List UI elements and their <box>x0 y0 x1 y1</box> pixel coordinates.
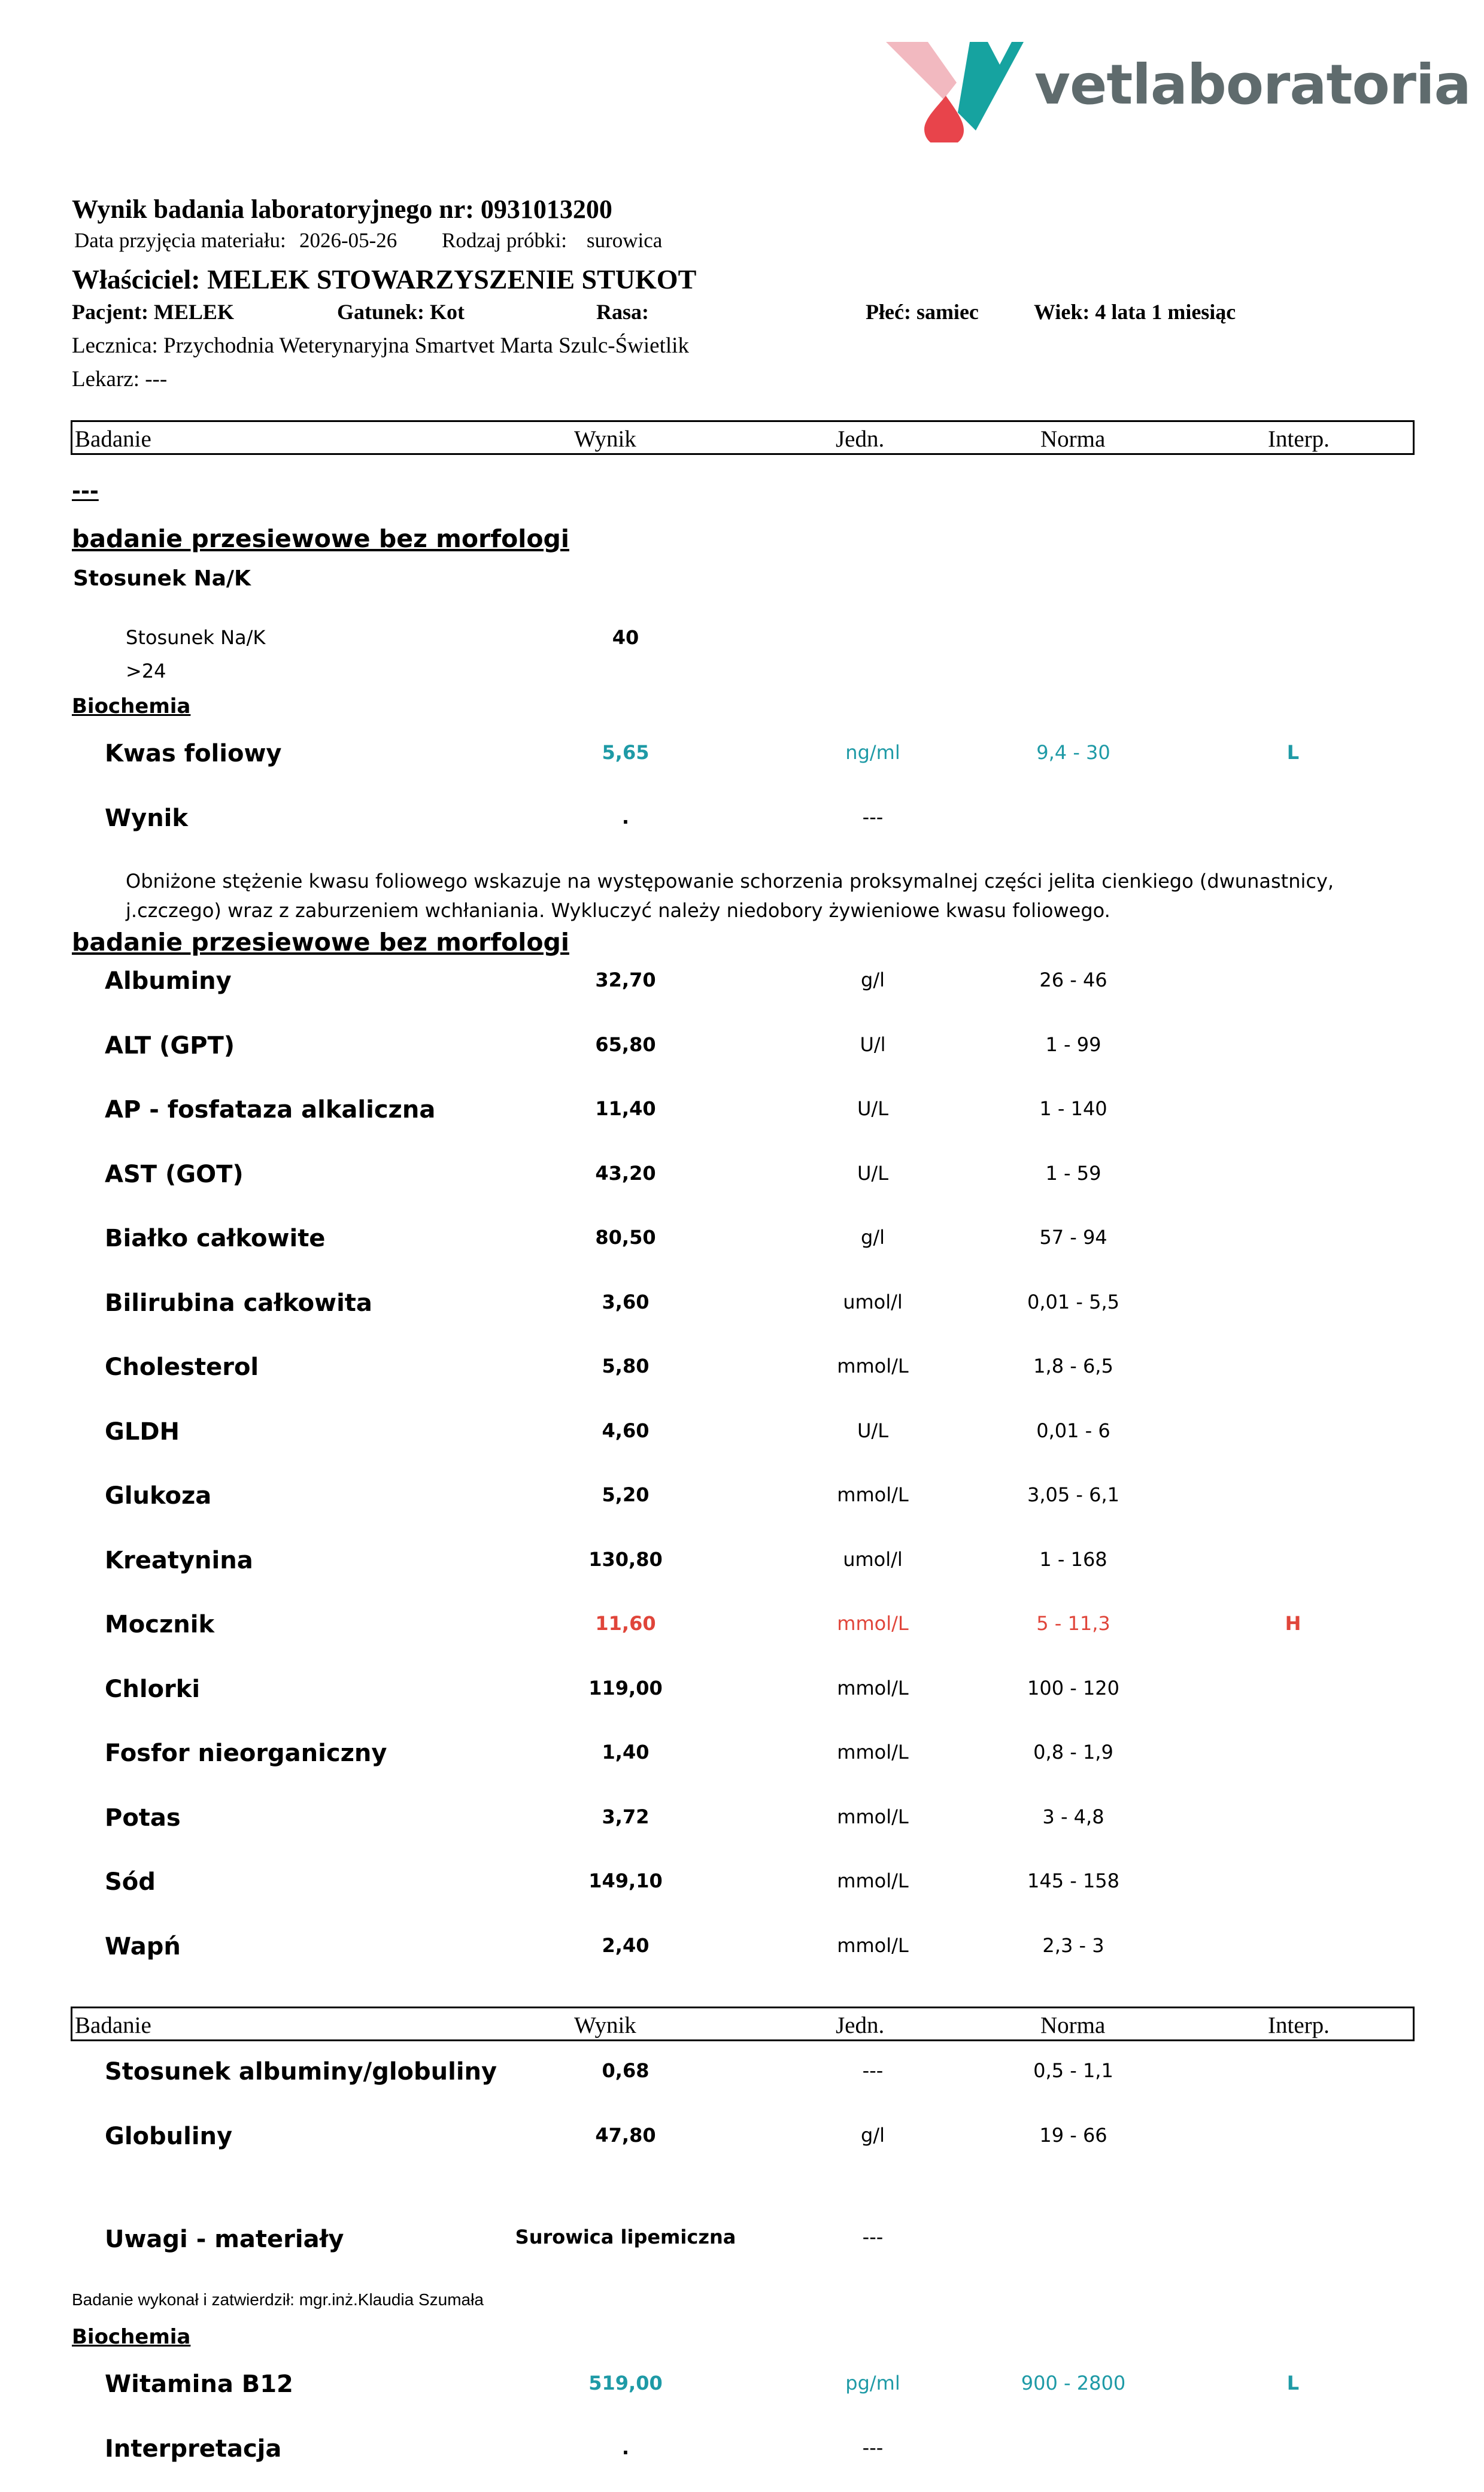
test-value: 65,80 <box>595 1033 656 1056</box>
report-title: Wynik badania laboratoryjnego nr: 0931013200 <box>72 195 612 224</box>
test-norm: 3,05 - 6,1 <box>1027 1483 1120 1506</box>
column-interp: Interp. <box>1268 426 1330 452</box>
owner: Właściciel: MELEK STOWARZYSZENIE STUKOT <box>72 264 697 295</box>
test-value: . <box>621 2436 630 2459</box>
test-norm: 26 - 46 <box>1039 969 1107 991</box>
test-name: Globuliny <box>105 2123 233 2150</box>
test-unit: ng/ml <box>845 741 900 764</box>
test-name: GLDH <box>105 1418 180 1446</box>
test-name: AST (GOT) <box>105 1160 244 1188</box>
test-norm: 145 - 158 <box>1027 1869 1120 1892</box>
test-name: Fosfor nieorganiczny <box>105 1740 387 1767</box>
column-test: Badanie <box>75 426 151 452</box>
test-value: 47,80 <box>595 2124 656 2147</box>
test-norm: 0,01 - 5,5 <box>1027 1290 1120 1313</box>
test-name: Witamina B12 <box>105 2370 293 2398</box>
na-k-value: 40 <box>612 626 639 649</box>
test-norm: 900 - 2800 <box>1021 2372 1126 2394</box>
test-norm: 1 - 140 <box>1039 1097 1107 1120</box>
age: Wiek: 4 lata 1 miesiąc <box>1034 300 1236 324</box>
test-unit: mmol/L <box>837 1741 909 1763</box>
test-name: Glukoza <box>105 1482 212 1510</box>
column-interp: Interp. <box>1268 2013 1330 2038</box>
test-norm: 0,5 - 1,1 <box>1033 2059 1113 2082</box>
test-name: Mocznik <box>105 1611 215 1638</box>
test-norm: 1,8 - 6,5 <box>1033 1355 1113 1377</box>
test-value: 4,60 <box>602 1419 650 1442</box>
test-norm: 19 - 66 <box>1039 2124 1107 2147</box>
breed: Rasa: <box>596 300 649 324</box>
test-value: 11,60 <box>595 1612 656 1635</box>
test-value: 519,00 <box>588 2372 663 2394</box>
test-value: . <box>621 806 630 828</box>
top-marker: --- <box>72 479 99 503</box>
test-name: ALT (GPT) <box>105 1031 235 1060</box>
test-unit: U/L <box>857 1097 889 1120</box>
test-value: 3,72 <box>602 1805 650 1828</box>
notes-unit: --- <box>862 2226 884 2248</box>
notes-value: Surowica lipemiczna <box>515 2226 736 2248</box>
sample-label: Rodzaj próbki: <box>442 229 567 252</box>
test-value: 130,80 <box>588 1547 663 1571</box>
logo-text: vetlaboratoria <box>1034 53 1471 117</box>
receipt-date: 2026-05-26 <box>299 229 397 252</box>
receipt-label: Data przyjęcia materiału: <box>74 229 286 252</box>
test-unit: --- <box>862 806 884 828</box>
test-unit: g/l <box>861 2124 885 2147</box>
test-name: Cholesterol <box>105 1353 259 1381</box>
logo-mark-icon <box>886 41 1036 142</box>
test-value: 43,20 <box>595 1161 656 1185</box>
test-unit: U/L <box>857 1161 889 1185</box>
species: Gatunek: Kot <box>337 300 465 324</box>
test-norm: 5 - 11,3 <box>1036 1612 1110 1635</box>
sex: Płeć: samiec <box>866 300 979 324</box>
test-norm: 3 - 4,8 <box>1042 1805 1104 1828</box>
doctor: Lekarz: --- <box>72 367 168 391</box>
test-value: 11,40 <box>595 1097 656 1120</box>
vetlaboratoria-logo <box>886 41 1471 142</box>
test-norm: 1 - 99 <box>1045 1033 1101 1056</box>
test-name: Potas <box>105 1804 181 1832</box>
test-unit: --- <box>862 2436 884 2459</box>
test-norm: 1 - 59 <box>1045 1161 1101 1185</box>
test-name: Sód <box>105 1868 156 1896</box>
test-value: 119,00 <box>588 1676 663 1699</box>
test-name: Bilirubina całkowita <box>105 1289 372 1317</box>
test-name: Chlorki <box>105 1675 201 1703</box>
test-unit: pg/ml <box>845 2372 900 2394</box>
test-unit: U/l <box>860 1033 886 1056</box>
column-result: Wynik <box>574 2013 636 2038</box>
test-norm: 0,8 - 1,9 <box>1033 1741 1113 1763</box>
subgroup-title: Stosunek Na/K <box>73 566 251 591</box>
test-name: Kwas foliowy <box>105 740 282 767</box>
test-norm: 2,3 - 3 <box>1042 1933 1104 1957</box>
notes-label: Uwagi - materiały <box>105 2226 344 2253</box>
test-value: 32,70 <box>595 969 656 991</box>
test-flag: L <box>1286 741 1300 764</box>
test-norm: 9,4 - 30 <box>1036 741 1110 764</box>
biochem-title: Biochemia <box>72 2325 191 2349</box>
na-k-norm: >24 <box>126 660 166 682</box>
test-norm: 100 - 120 <box>1027 1676 1120 1699</box>
column-header <box>71 420 1415 455</box>
column-norm: Norma <box>1040 2013 1106 2038</box>
test-norm: 57 - 94 <box>1039 1226 1107 1249</box>
test-unit: mmol/L <box>837 1676 909 1699</box>
test-value: 5,65 <box>602 741 650 764</box>
test-unit: mmol/L <box>837 1355 909 1377</box>
test-value: 0,68 <box>602 2059 650 2082</box>
test-unit: mmol/L <box>837 1483 909 1506</box>
test-name: Stosunek albuminy/globuliny <box>105 2058 497 2086</box>
test-value: 3,60 <box>602 1290 650 1313</box>
test-unit: --- <box>862 2059 884 2082</box>
test-unit: mmol/L <box>837 1612 909 1635</box>
column-result: Wynik <box>574 426 636 452</box>
column-unit: Jedn. <box>836 2013 885 2038</box>
biochem-title: Biochemia <box>72 694 191 718</box>
test-value: 2,40 <box>602 1933 650 1957</box>
test-norm: 0,01 - 6 <box>1036 1419 1110 1442</box>
test-value: 80,50 <box>595 1226 656 1249</box>
column-test: Badanie <box>75 2013 151 2038</box>
na-k-label: Stosunek Na/K <box>126 626 266 649</box>
test-value: 5,80 <box>602 1355 650 1377</box>
column-header <box>71 2007 1415 2041</box>
column-unit: Jedn. <box>836 426 885 452</box>
test-unit: mmol/L <box>837 1869 909 1892</box>
test-unit: U/L <box>857 1419 889 1442</box>
test-name: Kreatynina <box>105 1546 253 1574</box>
section-title: badanie przesiewowe bez morfologi <box>72 524 569 553</box>
test-unit: g/l <box>861 1226 885 1249</box>
test-flag: H <box>1285 1612 1301 1635</box>
sample-type: surowica <box>587 229 663 252</box>
test-unit: g/l <box>861 969 885 991</box>
test-unit: umol/l <box>843 1547 903 1571</box>
patient: Pacjent: MELEK <box>72 300 234 324</box>
test-value: 149,10 <box>588 1869 663 1892</box>
test-name: Wapń <box>105 1932 181 1960</box>
test-name: Białko całkowite <box>105 1225 326 1252</box>
column-norm: Norma <box>1040 426 1106 452</box>
interpretation-comment: Obniżone stężenie kwasu foliowego wskazuje na występowanie schorzenia proksymalnej części jelita cienkiego (dwunastnicy, j.czczego) wraz z zaburzeniem wchłaniania. Wykluczyć należy niedobory żywieniowe kwasu foliowego. <box>126 870 1334 922</box>
test-flag: L <box>1286 2372 1300 2394</box>
test-name: Wynik <box>105 805 188 832</box>
performed-by: Badanie wykonał i zatwierdził: mgr.inż.Klaudia Szumała <box>72 2290 484 2309</box>
clinic: Lecznica: Przychodnia Weterynaryjna Smartvet Marta Szulc-Świetlik <box>72 333 689 358</box>
test-norm: 1 - 168 <box>1039 1547 1107 1571</box>
test-unit: umol/l <box>843 1290 903 1313</box>
section-title: badanie przesiewowe bez morfologi <box>72 928 569 957</box>
test-name: AP - fosfataza alkaliczna <box>105 1096 436 1124</box>
test-value: 5,20 <box>602 1483 650 1506</box>
test-value: 1,40 <box>602 1741 650 1763</box>
test-unit: mmol/L <box>837 1933 909 1957</box>
test-name: Interpretacja <box>105 2435 282 2463</box>
test-unit: mmol/L <box>837 1805 909 1828</box>
test-name: Albuminy <box>105 967 232 995</box>
